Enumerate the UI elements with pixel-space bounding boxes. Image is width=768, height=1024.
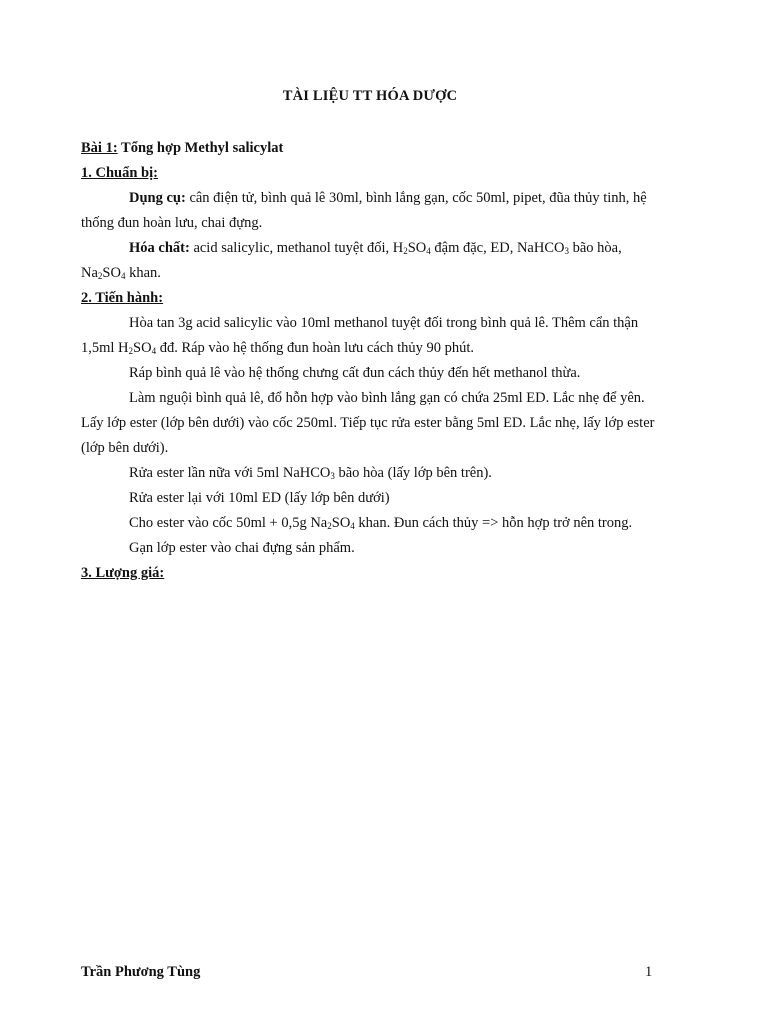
- step-text: khan. Đun cách thủy => hỗn hợp trở nên trong.: [354, 515, 633, 531]
- section1-heading: 1. Chuẩn bị:: [81, 165, 158, 181]
- lesson-label: Bài 1:: [81, 140, 118, 156]
- section2-heading: 2. Tiến hành:: [81, 290, 164, 306]
- procedure-step-7: Gạn lớp ester vào chai đựng sản phẩm.: [129, 540, 355, 556]
- procedure-step-4: [81, 461, 661, 486]
- lesson-heading: [81, 136, 661, 161]
- subscript: 3: [564, 246, 569, 256]
- chemicals-label: Hóa chất:: [129, 240, 190, 256]
- chemicals-text: acid salicylic, methanol tuyệt đối, H: [189, 240, 404, 256]
- step-text: Cho ester vào cốc 50ml + 0,5g Na: [129, 515, 328, 531]
- procedure-step-3: Làm nguội bình quả lê, đổ hỗn hợp vào bình lắng gạn có chứa 25ml ED. Lắc nhẹ để yên. Lấy lớp ester (lớp bên dưới) vào cốc 250ml. Tiếp tục rửa ester bằng 5ml ED. Lắc nhẹ, lấy lớp ester (lớp bên dưới).: [81, 390, 655, 456]
- step-text: Hòa tan 3g acid salicylic vào 10ml methanol tuyệt đối trong bình quả lê. Thêm cẩn thận 1,5ml H: [81, 315, 639, 356]
- subscript: 3: [330, 471, 335, 481]
- tools-text: cân điện tử, bình quả lê 30ml, bình lắng gạn, cốc 50ml, pipet, đũa thủy tinh, hệ thống đun hoàn lưu, chai đựng.: [81, 190, 647, 231]
- procedure-step-1: [81, 311, 661, 361]
- document-body: [81, 136, 661, 586]
- subscript: 4: [426, 246, 431, 256]
- chemicals-text: SO: [407, 240, 427, 256]
- step-text: SO: [331, 515, 351, 531]
- step-text: đđ. Ráp vào hệ thống đun hoàn lưu cách thủy 90 phút.: [156, 340, 475, 356]
- subscript: 4: [350, 521, 355, 531]
- subscript: 4: [120, 271, 126, 281]
- chemicals-text: SO: [102, 265, 121, 281]
- chemicals-text: bão hòa, Na: [81, 240, 622, 281]
- procedure-step-5: Rửa ester lại với 10ml ED (lấy lớp bên dưới): [129, 490, 390, 506]
- procedure-step-6: [81, 511, 661, 536]
- chemicals-text: đậm đặc, ED, NaHCO: [430, 240, 565, 256]
- subscript: 2: [128, 346, 134, 356]
- step-text: Rửa ester lần nữa với 5ml NaHCO: [129, 465, 331, 481]
- step-text: bão hòa (lấy lớp bên trên).: [334, 465, 492, 481]
- document-title: TÀI LIỆU TT HÓA DƯỢC: [282, 88, 458, 104]
- subscript: 2: [403, 246, 408, 256]
- section3-heading: 3. Lượng giá:: [81, 565, 165, 581]
- tools-label: Dụng cụ:: [129, 190, 186, 206]
- step-text: SO: [133, 340, 152, 356]
- chemicals-paragraph: [81, 236, 661, 286]
- footer-author: Trần Phương Tùng: [81, 964, 201, 980]
- subscript: 2: [327, 521, 332, 531]
- lesson-name: Tổng hợp Methyl salicylat: [117, 140, 284, 156]
- subscript: 4: [151, 346, 157, 356]
- procedure-step-2: Ráp bình quả lê vào hệ thống chưng cất đun cách thủy đến hết methanol thừa.: [129, 365, 581, 381]
- subscript: 2: [97, 271, 103, 281]
- chemicals-text: khan.: [125, 265, 161, 281]
- footer-page-number: 1: [645, 964, 653, 980]
- tools-paragraph: [81, 186, 661, 236]
